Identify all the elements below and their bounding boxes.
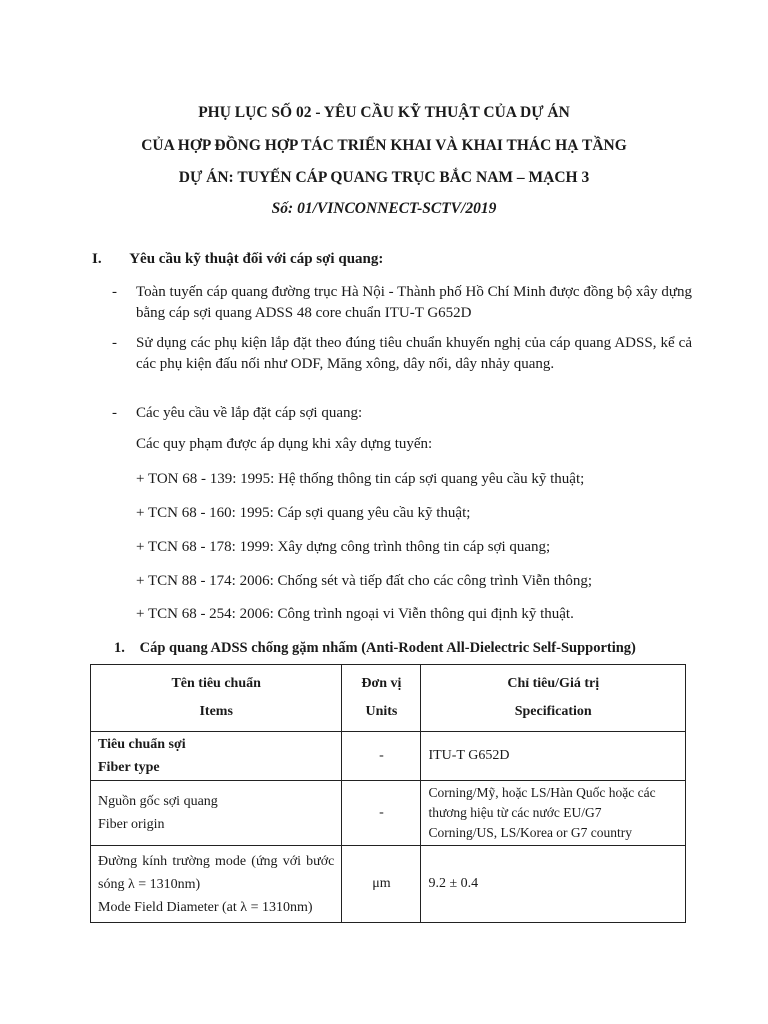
standard-item: + TCN 68 - 254: 2006: Công trình ngoại vi Viễn thông qui định kỹ thuật. bbox=[136, 606, 574, 622]
table-cell-unit: - bbox=[342, 781, 421, 846]
document-number: Số: 01/VINCONNECT-SCTV/2019 bbox=[271, 200, 497, 217]
spec-value-en: Corning/US, LS/Korea or G7 country bbox=[428, 825, 633, 840]
table-cell-unit: μm bbox=[342, 846, 421, 923]
subsection-number: 1. bbox=[114, 640, 125, 656]
item-vi: Nguồn gốc sợi quang bbox=[98, 794, 218, 809]
header-spec-en: Specification bbox=[514, 704, 592, 719]
bullet-item bbox=[112, 282, 692, 324]
subsection-title: Cáp quang ADSS chống gặm nhấm (Anti-Rodent All-Dielectric Self-Supporting) bbox=[139, 640, 636, 656]
bullet-dash: - bbox=[112, 405, 117, 421]
standards-intro: Các quy phạm được áp dụng khi xây dựng tuyến: bbox=[136, 436, 433, 452]
header-units-en: Units bbox=[365, 704, 398, 719]
title-line-2: CỦA HỢP ĐỒNG HỢP TÁC TRIỂN KHAI VÀ KHAI THÁC HẠ TẦNG bbox=[141, 137, 627, 154]
title-line-3: DỰ ÁN: TUYẾN CÁP QUANG TRỤC BẮC NAM – MẠCH 3 bbox=[178, 169, 590, 186]
table-cell-item bbox=[91, 732, 342, 781]
header-items-en: Items bbox=[199, 704, 233, 719]
header-items bbox=[91, 665, 342, 732]
header-units-vi: Đơn vị bbox=[361, 676, 402, 691]
table-row bbox=[91, 781, 686, 846]
spec-value: ITU-T G652D bbox=[428, 748, 510, 763]
item-en: Mode Field Diameter (at λ = 1310nm) bbox=[98, 899, 313, 915]
table-header-row bbox=[91, 665, 686, 732]
standard-item: + TON 68 - 139: 1995: Hệ thống thông tin cáp sợi quang yêu cầu kỹ thuật; bbox=[136, 471, 585, 487]
table-row bbox=[91, 732, 686, 781]
bullet-text: Toàn tuyến cáp quang đường trục Hà Nội - Thành phố Hồ Chí Minh được đồng bộ xây dựng bằng cáp sợi quang ADSS 48 core chuẩn ITU-T G652D bbox=[136, 284, 692, 321]
spec-value-vi: Corning/Mỹ, hoặc LS/Hàn Quốc hoặc các thương hiệu từ các nước EU/G7 bbox=[428, 785, 656, 820]
table-cell-spec bbox=[421, 781, 686, 846]
section-number: I. bbox=[92, 251, 102, 267]
bullet-item bbox=[112, 333, 692, 375]
table-cell-spec bbox=[421, 732, 686, 781]
header-spec-vi: Chỉ tiêu/Giá trị bbox=[507, 676, 600, 691]
standard-item: + TCN 88 - 174: 2006: Chống sét và tiếp đất cho các công trình Viễn thông; bbox=[136, 573, 593, 589]
specification-table bbox=[90, 664, 686, 923]
standard-item: + TCN 68 - 178: 1999: Xây dựng công trình thông tin cáp sợi quang; bbox=[136, 539, 551, 555]
table-cell-item bbox=[91, 781, 342, 846]
table-cell-spec bbox=[421, 846, 686, 923]
item-vi: Tiêu chuẩn sợi bbox=[98, 737, 186, 752]
item-vi: Đường kính trường mode (ứng với bước sóng λ = 1310nm) bbox=[98, 853, 335, 892]
bullet-dash: - bbox=[112, 335, 117, 351]
bullet-text: Các yêu cầu về lắp đặt cáp sợi quang: bbox=[136, 405, 363, 421]
item-en: Fiber type bbox=[98, 760, 160, 775]
standard-item: + TCN 68 - 160: 1995: Cáp sợi quang yêu cầu kỹ thuật; bbox=[136, 505, 471, 521]
spec-value: 9.2 ± 0.4 bbox=[428, 876, 479, 891]
header-spec bbox=[421, 665, 686, 732]
table-cell-item bbox=[91, 846, 342, 923]
bullet-dash: - bbox=[112, 284, 117, 300]
item-en: Fiber origin bbox=[98, 817, 165, 832]
table-row bbox=[91, 846, 686, 923]
table-cell-unit: - bbox=[342, 732, 421, 781]
bullet-text: Sử dụng các phụ kiện lắp đặt theo đúng tiêu chuẩn khuyến nghị của cáp quang ADSS, kể cả các phụ kiện đấu nối như ODF, Măng xông, dây nối, dây nhảy quang. bbox=[136, 335, 692, 372]
section-heading bbox=[92, 251, 383, 268]
header-units bbox=[342, 665, 421, 732]
section-title: Yêu cầu kỹ thuật đối với cáp sợi quang: bbox=[129, 251, 384, 267]
bullet-item bbox=[112, 403, 692, 424]
subsection-heading bbox=[114, 640, 636, 657]
title-line-1: PHỤ LỤC SỐ 02 - YÊU CẦU KỸ THUẬT CỦA DỰ ÁN bbox=[198, 104, 570, 121]
header-items-vi: Tên tiêu chuẩn bbox=[171, 676, 261, 691]
